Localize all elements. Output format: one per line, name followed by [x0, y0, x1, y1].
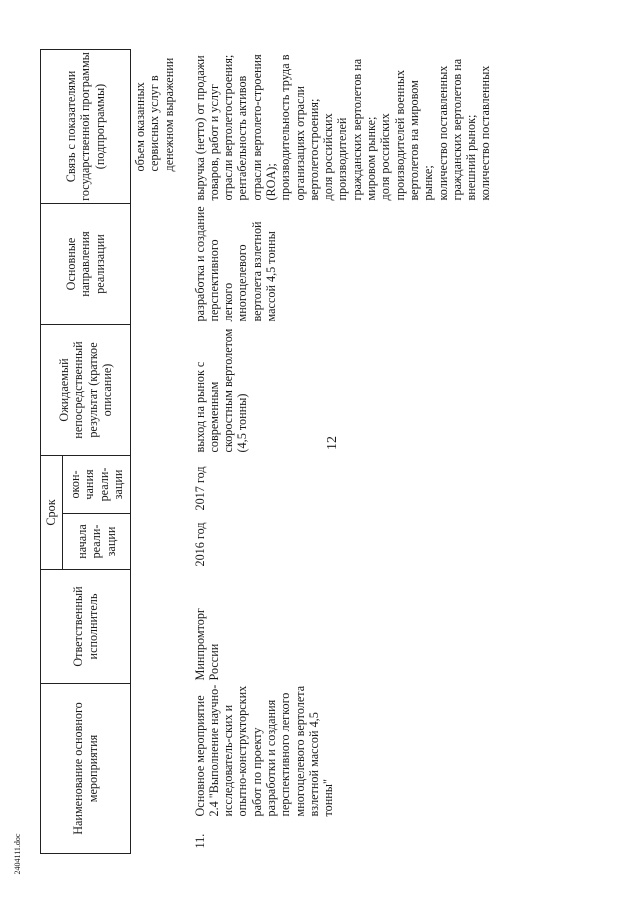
header-result: Ожидаемый непосредственный результат (краткое описание) — [41, 325, 131, 456]
page-number: 12 — [325, 436, 340, 450]
row-link-line-5: количество поставленных гражданских вертолетов на внешний рынок; — [435, 58, 479, 201]
row-number: 11. — [192, 833, 207, 849]
row-executor: Минпромторг России — [192, 608, 221, 681]
header-name: Наименование основного мероприятия — [41, 684, 131, 854]
table-row-continued — [131, 50, 191, 854]
row-link — [191, 50, 493, 204]
header-link: Связь с показателями государственной программы (подпрограммы) — [41, 50, 131, 204]
continued-link-value: объем оказанных сервисных услуг в денежном выражении — [133, 57, 176, 172]
header-directions: Основные направления реализации — [41, 204, 131, 325]
row-link-line-1: рентабельность активов отрасли вертолето-строения (ROA); — [235, 54, 278, 201]
continued-link-text — [131, 50, 191, 204]
row-result: выход на рынок с современным скоростным вертолетом (4,5 тонны) — [192, 328, 250, 453]
row-name: Основное мероприятие 2.4 "Выполнение научно-исследователь-ских и опытно-конструкторских работ по проекту разработки и создания перспективного легкого многоцелевого вертолета взлетной массой 4,5 тонны" — [192, 684, 336, 817]
header-term-end: окон-чания реали-зации — [63, 456, 131, 514]
row-end: 2017 год — [192, 466, 207, 511]
row-link-line-2: производительность труда в организациях отрасли вертолетостроения; — [278, 54, 321, 201]
row-name-cell — [191, 684, 493, 854]
activities-table — [40, 49, 493, 854]
row-link-line-0: выручка (нетто) от продажи товаров, работ и услуг отрасли вертолетостроения; — [192, 54, 236, 201]
header-term: Срок — [41, 456, 63, 570]
row-start: 2016 год — [192, 522, 207, 567]
row-link-line-6: количество поставленных — [478, 65, 493, 201]
header-term-start: начала реали-зации — [63, 514, 131, 570]
row-link-line-4: доля российских производителей военных вертолетов на мировом рынке; — [378, 69, 436, 201]
header-executor: Ответственный исполнитель — [41, 570, 131, 684]
footer-filename: 2404111.doc — [13, 833, 22, 875]
rotated-table-container — [40, 50, 548, 854]
row-link-line-3: доля российских производителей гражданских вертолетов на мировом рынке; — [321, 58, 379, 201]
table-row — [191, 50, 493, 854]
row-directions: разработка и создание перспективного легкого многоцелевого вертолета взлетной массой 4,5 тонны — [192, 206, 278, 322]
